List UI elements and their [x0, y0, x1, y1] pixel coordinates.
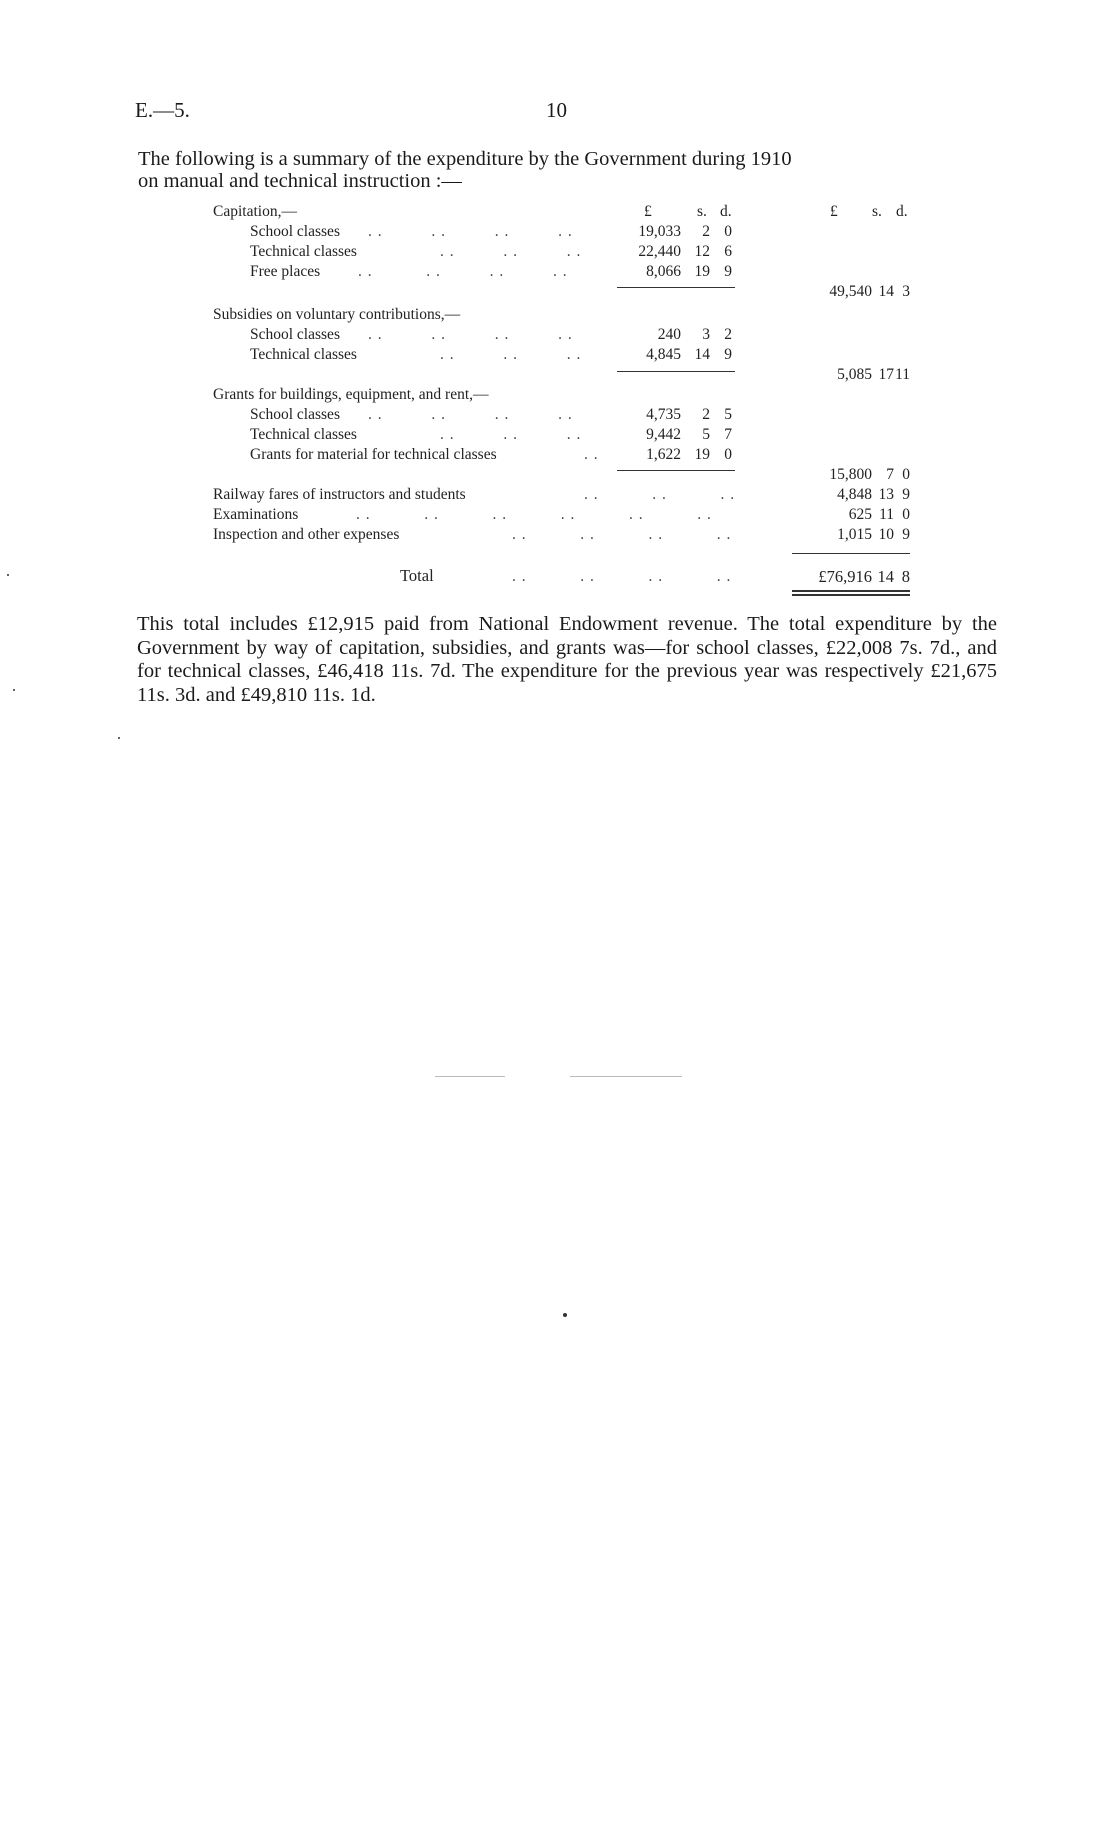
item-pence: 9: [902, 526, 910, 543]
row-shillings: 19: [694, 263, 710, 280]
subtotal-pence: 11: [895, 366, 910, 383]
item-pounds: 1,015: [837, 526, 872, 543]
row-pounds: 4,845: [646, 346, 681, 363]
row-pounds: 240: [657, 326, 681, 343]
leader-dots: . . . . . .: [440, 426, 582, 443]
item-shillings: 10: [878, 526, 894, 543]
total-pounds: £76,916: [818, 567, 872, 586]
row-label: School classes: [250, 223, 340, 240]
row-label: School classes: [250, 406, 340, 423]
row-pounds: 4,735: [646, 406, 681, 423]
item-pence: 9: [902, 486, 910, 503]
scan-mark: [435, 1076, 505, 1077]
row-pence: 6: [724, 243, 732, 260]
subtotal-pounds: 5,085: [837, 366, 872, 383]
item-pounds: 625: [848, 506, 872, 523]
row-label: Technical classes: [250, 426, 357, 443]
row-shillings: 2: [702, 223, 710, 240]
row-pence: 5: [724, 406, 732, 423]
section-title-capitation: Capitation,—: [213, 203, 297, 220]
leader-dots: . . . . . . . . . . . .: [356, 506, 712, 523]
total-double-rule-upper: [792, 590, 910, 592]
leader-dots: . . . . . . . .: [368, 406, 573, 423]
closing-paragraph: This total includes £12,915 paid from National Endowment revenue. The total expenditure by the Government by way of capitation, subsidies, and grants was—for school classes, £22,008 7s. 7d., and for technical classes, £46,418 11s. 7d. The expenditure for the previous year was respectively £21,675 11s. 3d. and £49,810 11s. 1d.: [137, 613, 997, 706]
item-shillings: 13: [878, 486, 894, 503]
row-shillings: 19: [694, 446, 710, 463]
subtotal-rule: [617, 287, 735, 288]
row-pounds: 8,066: [646, 263, 681, 280]
leader-dots: . . . . . . . .: [368, 326, 573, 343]
row-label: Technical classes: [250, 346, 357, 363]
row-pounds: 1,622: [646, 446, 681, 463]
subtotal-pence: 0: [902, 466, 910, 483]
item-label-railway: Railway fares of instructors and students: [213, 486, 466, 503]
subtotal-rule: [617, 371, 735, 372]
intro-line-1: The following is a summary of the expenditure by the Government during 1910: [138, 148, 792, 170]
leader-dots: . . . . . . . .: [358, 263, 568, 280]
report-reference: E.—5.: [135, 98, 190, 122]
sub-header-pence: d.: [720, 203, 732, 220]
section-title-grants: Grants for buildings, equipment, and rent,—: [213, 386, 489, 403]
total-double-rule-lower: [792, 594, 910, 596]
total-rule-top: [792, 553, 910, 554]
row-label: School classes: [250, 326, 340, 343]
leader-dots: . .: [584, 446, 599, 463]
item-pounds: 4,848: [837, 486, 872, 503]
sub-header-pounds: £: [644, 203, 652, 220]
row-pence: 7: [724, 426, 732, 443]
row-shillings: 2: [702, 406, 710, 423]
row-pence: 9: [724, 346, 732, 363]
subtotal-shillings: 14: [878, 283, 894, 300]
row-pounds: 22,440: [638, 243, 681, 260]
scan-speck: [563, 1313, 567, 1317]
scan-mark: [570, 1076, 682, 1077]
leader-dots: . . . . . .: [440, 346, 582, 363]
row-label: Free places: [250, 263, 321, 280]
row-pence: 0: [724, 446, 732, 463]
row-shillings: 3: [702, 326, 710, 343]
scan-speck: [118, 737, 120, 739]
total-shillings: 14: [877, 567, 894, 586]
row-pounds: 9,442: [646, 426, 681, 443]
row-pence: 0: [724, 223, 732, 240]
leader-dots: . . . . . . . .: [512, 568, 732, 585]
item-label-inspection: Inspection and other expenses: [213, 526, 400, 543]
total-header-pence: d.: [896, 203, 908, 220]
subtotal-shillings: 17: [878, 366, 894, 383]
row-pence: 9: [724, 263, 732, 280]
row-label: Technical classes: [250, 243, 357, 260]
total-label: Total: [400, 566, 434, 585]
row-pence: 2: [724, 326, 732, 343]
subtotal-pounds: 49,540: [829, 283, 872, 300]
row-shillings: 12: [694, 243, 710, 260]
row-shillings: 14: [694, 346, 710, 363]
row-shillings: 5: [702, 426, 710, 443]
leader-dots: . . . . . . . .: [512, 526, 732, 543]
subtotal-pence: 3: [902, 283, 910, 300]
scan-speck: [7, 574, 9, 576]
leader-dots: . . . . . . . .: [368, 223, 573, 240]
leader-dots: . . . . . .: [584, 486, 736, 503]
subtotal-shillings: 7: [886, 466, 894, 483]
total-header-shillings: s.: [872, 203, 882, 220]
item-shillings: 11: [879, 506, 894, 523]
item-pence: 0: [902, 506, 910, 523]
row-label: Grants for material for technical classes: [250, 446, 497, 463]
total-pence: 8: [901, 567, 910, 586]
leader-dots: . . . . . .: [440, 243, 582, 260]
sub-header-shillings: s.: [697, 203, 707, 220]
page-number: 10: [546, 98, 567, 122]
expenditure-table: [0, 0, 1114, 600]
section-title-subsidies: Subsidies on voluntary contributions,—: [213, 306, 461, 323]
intro-line-2: on manual and technical instruction :—: [138, 170, 462, 192]
total-header-pounds: £: [830, 203, 838, 220]
subtotal-rule: [617, 470, 735, 471]
item-label-examinations: Examinations: [213, 506, 299, 523]
subtotal-pounds: 15,800: [829, 466, 872, 483]
scan-speck: [13, 689, 15, 691]
row-pounds: 19,033: [638, 223, 681, 240]
